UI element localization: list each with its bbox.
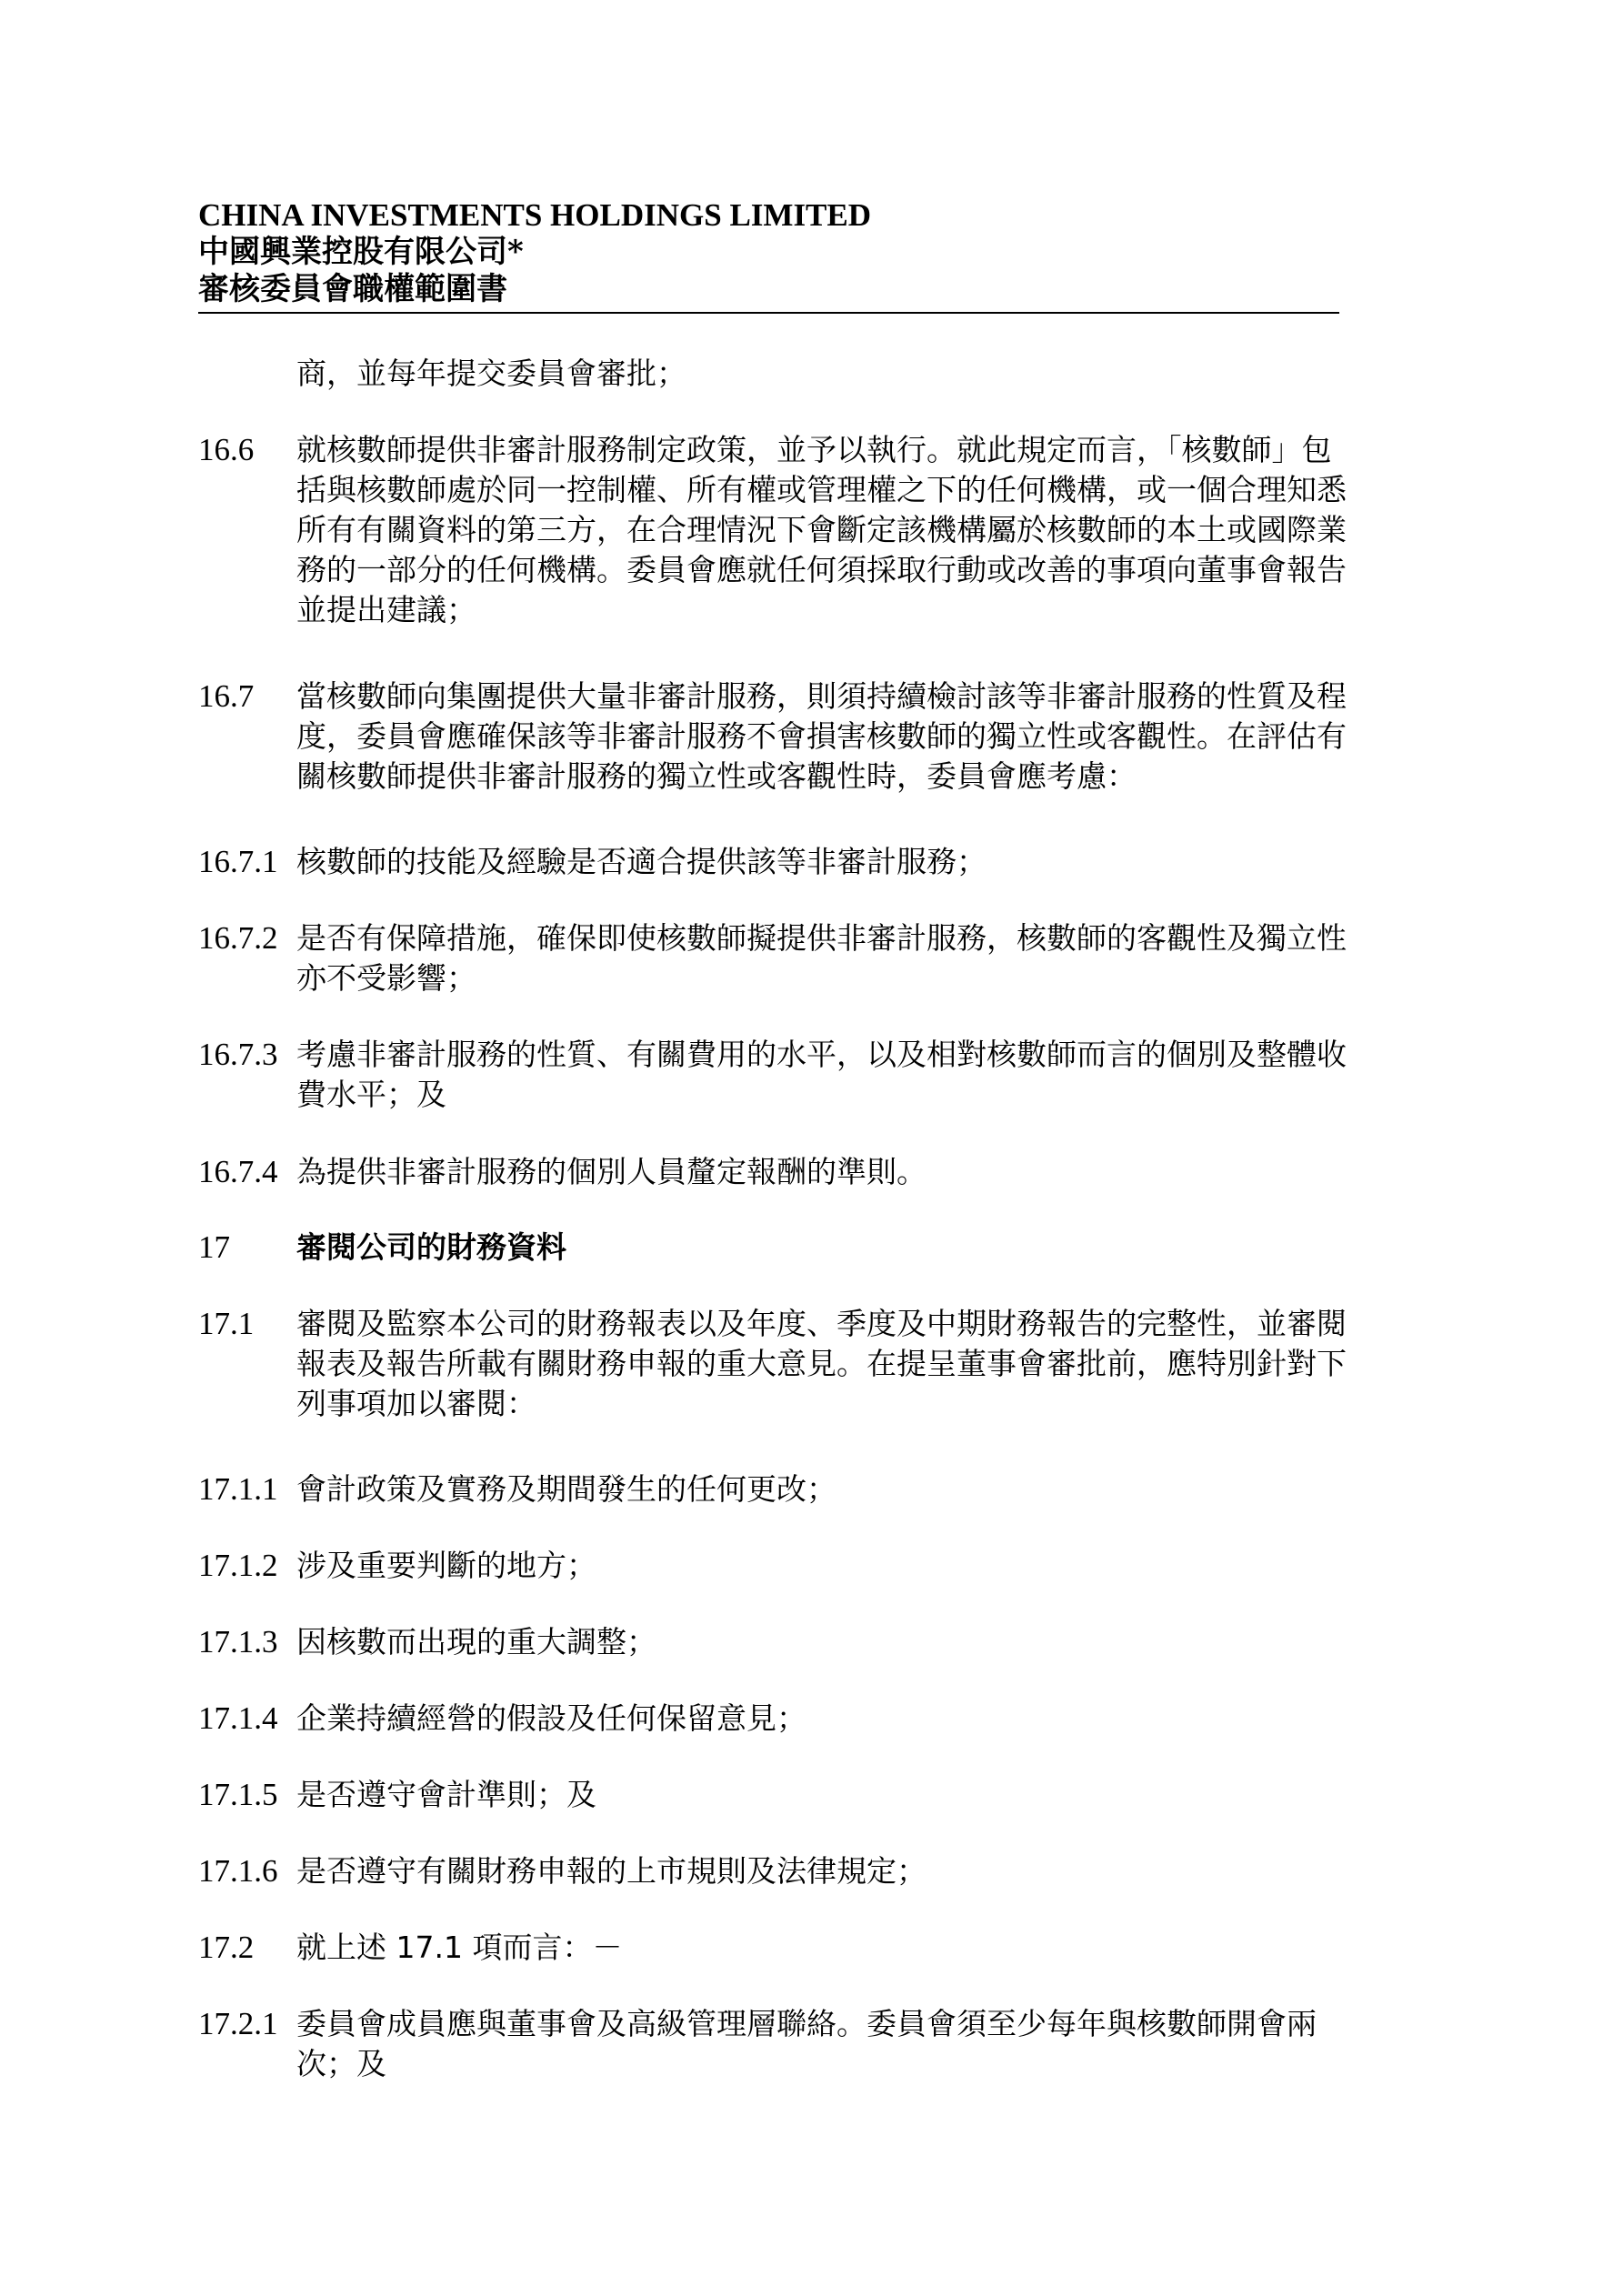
clause-line: 企業持續經營的假設及任何保留意見； [296, 1700, 806, 1736]
clause-text [296, 1546, 1444, 1586]
clause-line: 並提出建議； [296, 592, 476, 627]
clause-continuation [198, 354, 1444, 394]
clause-17-1 [198, 1304, 1444, 1424]
page-header [198, 196, 1339, 314]
clause-text [296, 1622, 1444, 1662]
clause-line: 費水平；及 [296, 1077, 446, 1112]
clause-line: 會計政策及實務及期間發生的任何更改； [296, 1471, 837, 1507]
clause-17-1-6 [198, 1851, 1444, 1891]
clause-line: 為提供非審計服務的個別人員釐定報酬的準則。 [296, 1154, 927, 1189]
clause-text [296, 354, 1444, 394]
clause-line: 列事項加以審閱： [296, 1386, 536, 1421]
clause-number: 16.7 [198, 678, 255, 714]
clause-line: 報表及報告所載有關財務申報的重大意見。在提呈董事會審批前，應特別針對下 [296, 1346, 1347, 1381]
clause-line: 考慮非審計服務的性質、有關費用的水平，以及相對核數師而言的個別及整體收 [296, 1037, 1347, 1072]
clause-text [296, 1851, 1444, 1891]
clause-line: 關核數師提供非審計服務的獨立性或客觀性時，委員會應考慮： [296, 758, 1137, 794]
clause-16-7-4 [198, 1152, 1444, 1192]
clause-text [296, 677, 1444, 797]
clause-number: 17.1.3 [198, 1624, 278, 1659]
clause-16-7-3 [198, 1035, 1444, 1115]
clause-line: 就上述 17.1 項而言：－ [296, 1930, 623, 1965]
clause-17-1-2 [198, 1546, 1444, 1586]
clause-text [296, 918, 1444, 998]
clause-line: 審閱及監察本公司的財務報表以及年度、季度及中期財務報告的完整性，並審閱 [296, 1306, 1347, 1341]
clause-number: 17.1 [198, 1306, 255, 1341]
clause-text [296, 430, 1444, 630]
clause-line: 當核數師向集團提供大量非審計服務，則須持續檢討該等非審計服務的性質及程 [296, 678, 1347, 714]
clause-line: 亦不受影響； [296, 960, 476, 996]
clause-text [296, 1035, 1444, 1115]
clause-line: 是否遵守有關財務申報的上市規則及法律規定； [296, 1853, 927, 1889]
clause-text [296, 1152, 1444, 1192]
clause-16-7 [198, 677, 1444, 797]
clause-text [296, 1304, 1444, 1424]
section-17-heading [198, 1228, 1444, 1268]
clause-line: 務的一部分的任何機構。委員會應就任何須採取行動或改善的事項向董事會報告 [296, 552, 1347, 587]
clause-number: 17.2 [198, 1930, 255, 1965]
clause-line: 是否有保障措施，確保即使核數師擬提供非審計服務，核數師的客觀性及獨立性 [296, 920, 1347, 956]
document-title: 審核委員會職權範圍書 [198, 271, 507, 307]
clause-text [296, 1928, 1444, 1968]
clause-number: 16.7.4 [198, 1154, 278, 1189]
company-name-chinese: 中國興業控股有限公司* [198, 234, 524, 270]
clause-16-6 [198, 430, 1444, 630]
clause-17-1-3 [198, 1622, 1444, 1662]
clause-line: 所有有關資料的第三方，在合理情況下會斷定該機構屬於核數師的本土或國際業 [296, 512, 1347, 547]
clause-number: 17.1.1 [198, 1471, 278, 1507]
clause-line: 是否遵守會計準則；及 [296, 1777, 596, 1812]
clause-17-2-1 [198, 2004, 1444, 2084]
clause-number: 17.1.5 [198, 1777, 278, 1812]
clause-number: 16.7.3 [198, 1037, 278, 1072]
clause-line: 商，並每年提交委員會審批； [296, 356, 686, 391]
clause-text [296, 1775, 1444, 1815]
company-name-english: CHINA INVESTMENTS HOLDINGS LIMITED [198, 197, 872, 233]
clause-line: 括與核數師處於同一控制權、所有權或管理權之下的任何機構，或一個合理知悉 [296, 472, 1347, 507]
clause-text [296, 1469, 1444, 1509]
clause-number: 17.1.6 [198, 1853, 278, 1889]
clause-line: 核數師的技能及經驗是否適合提供該等非審計服務； [296, 844, 987, 879]
clause-number: 16.7.1 [198, 844, 278, 879]
clause-text [296, 2004, 1444, 2084]
clause-line: 次；及 [296, 2046, 386, 2081]
clause-16-7-2 [198, 918, 1444, 998]
clause-number: 16.7.2 [198, 920, 278, 956]
clause-17-1-1 [198, 1469, 1444, 1509]
clause-number: 17.2.1 [198, 2006, 278, 2041]
clause-number: 17.1.2 [198, 1548, 278, 1583]
clause-line: 委員會成員應與董事會及高級管理層聯絡。委員會須至少每年與核數師開會兩 [296, 2006, 1317, 2041]
clause-line: 就核數師提供非審計服務制定政策，並予以執行。就此規定而言，「核數師」包 [296, 432, 1332, 467]
clause-line: 涉及重要判斷的地方； [296, 1548, 596, 1583]
section-title [296, 1228, 1444, 1268]
clause-number: 16.6 [198, 432, 255, 467]
clause-16-7-1 [198, 842, 1444, 882]
clause-text [296, 842, 1444, 882]
clause-17-1-4 [198, 1699, 1444, 1739]
section-number: 17 [198, 1229, 230, 1265]
clause-line: 度，委員會應確保該等非審計服務不會損害核數師的獨立性或客觀性。在評估有 [296, 718, 1347, 754]
clause-number: 17.1.4 [198, 1700, 278, 1736]
clause-text [296, 1699, 1444, 1739]
clause-17-1-5 [198, 1775, 1444, 1815]
section-title-text: 審閱公司的財務資料 [296, 1229, 566, 1265]
clause-line: 因核數而出現的重大調整； [296, 1624, 656, 1659]
clause-17-2 [198, 1928, 1444, 1968]
